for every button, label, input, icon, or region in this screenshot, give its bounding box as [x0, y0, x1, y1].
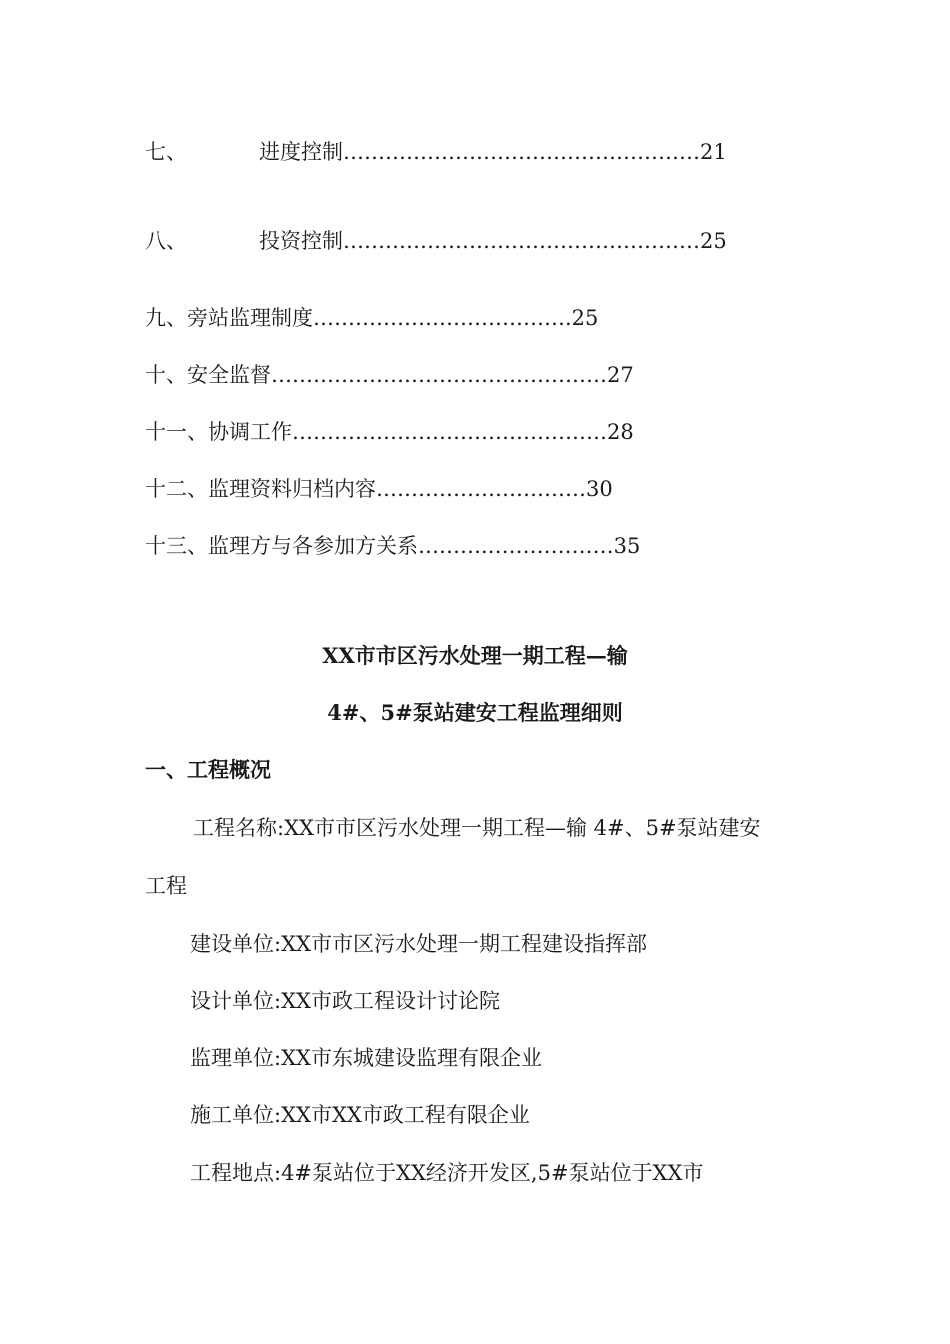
toc-entry-11: 十一、协调工作………………………………………28 — [145, 420, 634, 444]
toc-entry-title: 投资控制……………………………………………25 — [259, 229, 727, 253]
toc-entry-number: 七、 — [145, 140, 187, 164]
toc-entry-number: 八、 — [145, 229, 187, 253]
toc-entry-9: 九、旁站监理制度……………………………….25 — [145, 306, 599, 330]
supervision-unit: 监理单位:XX市东城建设监理有限企业 — [190, 1046, 542, 1070]
section-heading: 一、工程概况 — [145, 757, 271, 782]
document-title-line1: XX市市区污水处理一期工程—输 — [322, 643, 628, 668]
project-name-line1: 工程名称:XX市市区污水处理一期工程—输 4#、5#泵站建安 — [193, 816, 761, 840]
toc-entry-13: 十三、监理方与各参加方关系……….………………35 — [145, 534, 641, 558]
project-location: 工程地点:4#泵站位于XX经济开发区,5#泵站位于XX市 — [190, 1161, 704, 1185]
toc-entry-12: 十二、监理资料归档内容…………………………30 — [145, 477, 613, 501]
toc-entry-10: 十、安全监督…………………………………………27 — [145, 363, 634, 387]
construction-unit: 建设单位:XX市市区污水处理一期工程建设指挥部 — [190, 932, 647, 956]
toc-entry-title: 进度控制……………………………………………21 — [259, 140, 727, 164]
project-name-line2: 工程 — [145, 874, 187, 898]
design-unit: 设计单位:XX市政工程设计讨论院 — [190, 989, 500, 1013]
contractor-unit: 施工单位:XX市XX市政工程有限企业 — [190, 1103, 530, 1127]
document-title-line2: 4#、5#泵站建安工程监理细则 — [327, 700, 623, 725]
